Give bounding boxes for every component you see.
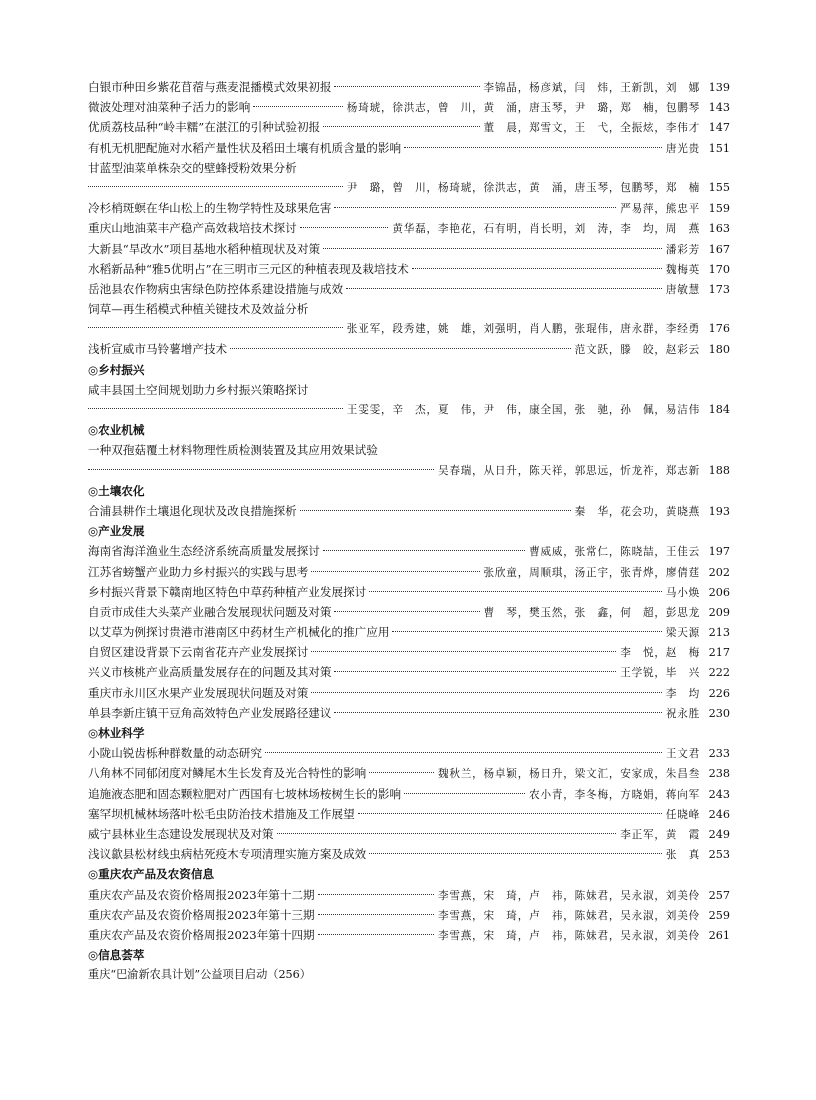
page-number: 143 — [708, 101, 730, 115]
article-title: 自贡市成佳大头菜产业融合发展现状问题及对策 — [88, 604, 332, 619]
section-heading: ◎重庆农产品及农资信息 — [88, 867, 215, 882]
authors: 潘彩芳 — [665, 243, 700, 256]
page-number: 206 — [708, 585, 730, 599]
article-title: 冷杉梢斑螟在华山松上的生物学特性及球果危害 — [88, 201, 332, 216]
section-heading: ◎土壤农化 — [88, 483, 145, 498]
dot-leader — [404, 793, 525, 794]
toc-entry-title-line — [88, 299, 730, 319]
toc-entry-author-line — [88, 319, 730, 339]
dot-leader — [318, 914, 434, 915]
dot-leader — [404, 147, 662, 148]
toc-entry — [88, 239, 730, 259]
toc-entry — [88, 905, 730, 925]
authors: 黄华磊，李艳花，石有明，肖长明，刘 涛，李 均，周 燕 — [392, 223, 700, 236]
dot-leader — [323, 248, 662, 249]
section-heading: ◎林业科学 — [88, 726, 145, 740]
dot-leader — [88, 186, 343, 187]
page-number: 209 — [708, 605, 730, 619]
article-title: 以艾草为例探讨贵港市港南区中药材生产机械化的推广应用 — [88, 625, 390, 640]
toc-entry — [88, 642, 730, 662]
authors: 农小青，李冬梅，方晓娟，蒋向军 — [529, 788, 700, 801]
article-title: 单县李新庄镇干豆角高效特色产业发展路径建议 — [88, 705, 332, 720]
toc-entry — [88, 683, 730, 703]
dot-leader — [369, 591, 662, 592]
article-title: 白银市种田乡紫花苜蓿与燕麦混播模式效果初报 — [88, 80, 332, 94]
page-number: 197 — [708, 545, 730, 559]
toc-entry — [88, 339, 730, 359]
dot-leader — [318, 934, 434, 935]
authors: 李 悦，赵 梅 — [620, 647, 700, 660]
page-number: 188 — [708, 463, 730, 477]
authors: 任晓峰 — [665, 808, 700, 821]
dot-leader — [230, 348, 571, 349]
authors: 杨琦琥，徐洪志，曾 川，黄 涌，唐玉琴，尹 璐，郑 楠，包鹏琴 — [346, 102, 700, 115]
toc-entry — [88, 703, 730, 723]
authors: 曹 琴，樊玉然，张 鑫，何 超，彭思龙 — [483, 606, 700, 619]
toc-entry-title-line — [88, 158, 730, 178]
authors: 李正军，黄 霞 — [620, 828, 700, 841]
dot-leader — [311, 692, 662, 693]
article-title: 甘蓝型油菜单株杂交的壁蜂授粉效果分析 — [88, 160, 297, 175]
dot-leader — [265, 752, 662, 753]
article-title: 有机无机肥配施对水稻产量性状及稻田土壤有机质含量的影响 — [88, 140, 402, 155]
article-title: 追施液态肥和固态颗粒肥对广西国有七坡林场桉树生长的影响 — [88, 786, 402, 801]
dot-leader — [88, 408, 343, 409]
section-heading: ◎信息荟萃 — [88, 948, 145, 963]
toc-entry — [88, 925, 730, 945]
toc-entry — [88, 198, 730, 218]
article-title: 小陇山锐齿栎种群数量的动态研究 — [88, 746, 262, 761]
page-number: 226 — [708, 686, 730, 700]
dot-leader — [369, 853, 662, 854]
article-title: 一种双孢菇覆土材料物理性质检测装置及其应用效果试验 — [88, 443, 378, 458]
toc-entry-author-line — [88, 178, 730, 198]
page-number: 180 — [708, 343, 730, 357]
authors: 董 晨，郑雪文，王 弋，全振炫，李伟才 — [483, 122, 700, 135]
page-number: 253 — [708, 848, 730, 862]
toc-entry-author-line — [88, 400, 730, 420]
authors: 王雯雯，辛 杰，夏 伟，尹 伟，康全国，张 驰，孙 佩，易洁伟 — [346, 404, 700, 416]
article-title: 咸丰县国土空间规划助力乡村振兴策略探讨 — [88, 382, 309, 397]
article-title: 重庆农产品及农资价格周报2023年第十三期 — [88, 907, 315, 922]
article-title: 塞罕坝机械林场落叶松毛虫防治技术措施及工作展望 — [88, 806, 355, 821]
toc-entry — [88, 844, 730, 864]
toc-entry — [88, 218, 730, 238]
dot-leader — [311, 571, 479, 572]
toc-entry — [88, 763, 730, 783]
toc-entry — [88, 804, 730, 824]
dot-leader — [412, 268, 662, 269]
authors: 秦 华，花会功，黄晓燕 — [574, 505, 700, 518]
authors: 李雪燕，宋 琦，卢 祎，陈妹君，吴永淑，刘美伶 — [437, 909, 700, 922]
article-title: 浅析宣威市马铃薯增产技术 — [88, 342, 228, 357]
page-number: 184 — [708, 403, 730, 416]
authors: 梁天源 — [665, 627, 700, 640]
article-title: 八角林不同郁闭度对鳞尾木生长发育及光合特性的影响 — [88, 766, 367, 781]
authors: 王学锐，毕 兴 — [620, 667, 700, 680]
dot-leader — [334, 611, 479, 612]
article-title: 海南省海洋渔业生态经济系统高质量发展探讨 — [88, 544, 320, 559]
page-number: 155 — [708, 180, 730, 194]
toc-entry — [88, 562, 730, 582]
dot-leader — [334, 671, 616, 672]
page-number: 202 — [708, 565, 730, 579]
authors: 魏秋兰，杨卓颖，杨日升，梁文汇，安家成，朱昌叁 — [437, 768, 700, 781]
page-number: 249 — [708, 827, 730, 841]
authors: 唐光贵 — [665, 142, 700, 155]
authors: 魏梅英 — [665, 263, 700, 276]
page-number: 233 — [708, 747, 730, 761]
authors: 范文跃，滕 皎，赵彩云 — [574, 344, 700, 357]
article-title: 乡村振兴背景下赣南地区特色中草药种植产业发展探讨 — [88, 584, 367, 599]
dot-leader — [311, 651, 616, 652]
page-number: 167 — [708, 242, 730, 256]
article-title: 微波处理对油菜种子活力的影响 — [88, 100, 251, 115]
dot-leader — [88, 469, 434, 470]
authors: 严易萍，熊忠平 — [620, 203, 700, 216]
page-number: 170 — [708, 262, 730, 276]
section-heading: ◎产业发展 — [88, 524, 145, 539]
page-number: 159 — [708, 202, 730, 216]
toc-entry — [88, 541, 730, 561]
article-title: 江苏省螃蟹产业助力乡村振兴的实践与思考 — [88, 564, 309, 579]
dot-leader — [323, 550, 525, 551]
page-number: 261 — [708, 928, 730, 942]
section-heading: ◎农业机械 — [88, 423, 145, 438]
dot-leader — [277, 833, 617, 834]
section-heading: ◎乡村振兴 — [88, 362, 145, 377]
toc-entry-title-line — [88, 380, 730, 400]
authors: 马小焕 — [665, 586, 700, 599]
table-of-contents — [88, 77, 730, 985]
article-title: 饲草—再生稻模式种植关键技术及效益分析 — [88, 302, 309, 317]
article-title: 重庆山地油菜丰产稳产高效栽培技术探讨 — [88, 221, 297, 236]
dot-leader — [369, 772, 434, 773]
toc-entry — [88, 582, 730, 602]
dot-leader — [300, 510, 571, 511]
page-number: 151 — [708, 141, 730, 155]
article-title: 大新县“旱改水”项目基地水稻种植现状及对策 — [88, 241, 321, 256]
article-title: 兴义市核桃产业高质量发展存在的问题及其对策 — [88, 665, 332, 680]
article-title: 合浦县耕作土壤退化现状及改良措施探析 — [88, 503, 297, 518]
authors: 李雪燕，宋 琦，卢 祎，陈妹君，吴永淑，刘美伶 — [437, 929, 700, 942]
authors: 李锦晶，杨彦斌，闫 炜，王新凯，刘 娜 — [483, 82, 700, 94]
toc-entry — [88, 622, 730, 642]
authors: 李 均 — [665, 687, 700, 700]
authors: 曹威威，张常仁，陈晓喆，王佳云 — [529, 546, 700, 559]
dot-leader — [392, 631, 661, 632]
article-title: 重庆农产品及农资价格周报2023年第十二期 — [88, 887, 315, 902]
toc-entry — [88, 117, 730, 137]
toc-entry — [88, 259, 730, 279]
page-number: 173 — [708, 282, 730, 296]
dot-leader — [323, 126, 479, 127]
authors: 唐敏慧 — [665, 283, 700, 296]
page-number: 176 — [708, 322, 730, 336]
toc-entry — [88, 885, 730, 905]
toc-entry — [88, 743, 730, 763]
article-title: 岳池县农作物病虫害绿色防控体系建设措施与成效 — [88, 281, 344, 296]
dot-leader — [88, 327, 343, 328]
authors: 张亚军，段秀建，姚 雄，刘强明，肖人鹏，张琨伟，唐永群，李经勇 — [346, 323, 700, 336]
info-item: 重庆“巴渝新农具计划”公益项目启动（256） — [88, 968, 311, 982]
authors: 祝永胜 — [665, 707, 700, 720]
toc-entry — [88, 97, 730, 117]
toc-entry — [88, 138, 730, 158]
page-number: 139 — [708, 81, 730, 94]
toc-entry — [88, 662, 730, 682]
dot-leader — [253, 106, 342, 107]
toc-entry-title-line — [88, 440, 730, 460]
toc-entry — [88, 279, 730, 299]
article-title: 重庆农产品及农资价格周报2023年第十四期 — [88, 927, 315, 942]
article-title: 自贸区建设背景下云南省花卉产业发展探讨 — [88, 645, 309, 660]
page-number: 243 — [708, 787, 730, 801]
page-number: 193 — [708, 504, 730, 518]
dot-leader — [334, 86, 479, 87]
page-number: 163 — [708, 222, 730, 236]
page-number: 259 — [708, 908, 730, 922]
toc-entry — [88, 77, 730, 97]
dot-leader — [300, 227, 389, 228]
authors: 张 真 — [665, 849, 700, 862]
toc-entry-author-line — [88, 461, 730, 481]
article-title: 威宁县林业生态建设发展现状及对策 — [88, 826, 274, 841]
toc-entry — [88, 824, 730, 844]
toc-entry — [88, 784, 730, 804]
authors: 尹 璐，曾 川，杨琦琥，徐洪志，黄 涌，唐玉琴，包鹏琴，郑 楠 — [346, 181, 700, 194]
dot-leader — [358, 813, 662, 814]
authors: 王文君 — [665, 748, 700, 761]
page-number: 230 — [708, 706, 730, 720]
page-number: 147 — [708, 121, 730, 135]
authors: 张欣童，周顺琪，汤正宇，张青烨，廖倩莛 — [483, 566, 700, 579]
article-title: 重庆市永川区水果产业发展现状问题及对策 — [88, 685, 309, 700]
dot-leader — [334, 207, 616, 208]
authors: 李雪燕，宋 琦，卢 祎，陈妹君，吴永淑，刘美伶 — [437, 889, 700, 902]
article-title: 优质荔枝品种“岭丰糯”在湛江的引种试验初报 — [88, 120, 321, 135]
dot-leader — [318, 894, 434, 895]
page-number: 238 — [708, 767, 730, 781]
toc-entry — [88, 602, 730, 622]
page-number: 257 — [708, 888, 730, 902]
authors: 吴春瑞，从日升，陈天祥，郭思远，忻龙祚，郑志新 — [437, 464, 700, 477]
dot-leader — [334, 712, 661, 713]
toc-entry — [88, 501, 730, 521]
dot-leader — [346, 288, 662, 289]
article-title: 浅议歙县松材线虫病枯死疫木专项清理实施方案及成效 — [88, 847, 367, 862]
page-number: 217 — [708, 646, 730, 660]
page-number: 213 — [708, 626, 730, 640]
page-number: 246 — [708, 807, 730, 821]
page-number: 222 — [708, 666, 730, 680]
article-title: 水稻新品种“雅5优明占”在三明市三元区的种植表现及栽培技术 — [88, 261, 409, 276]
